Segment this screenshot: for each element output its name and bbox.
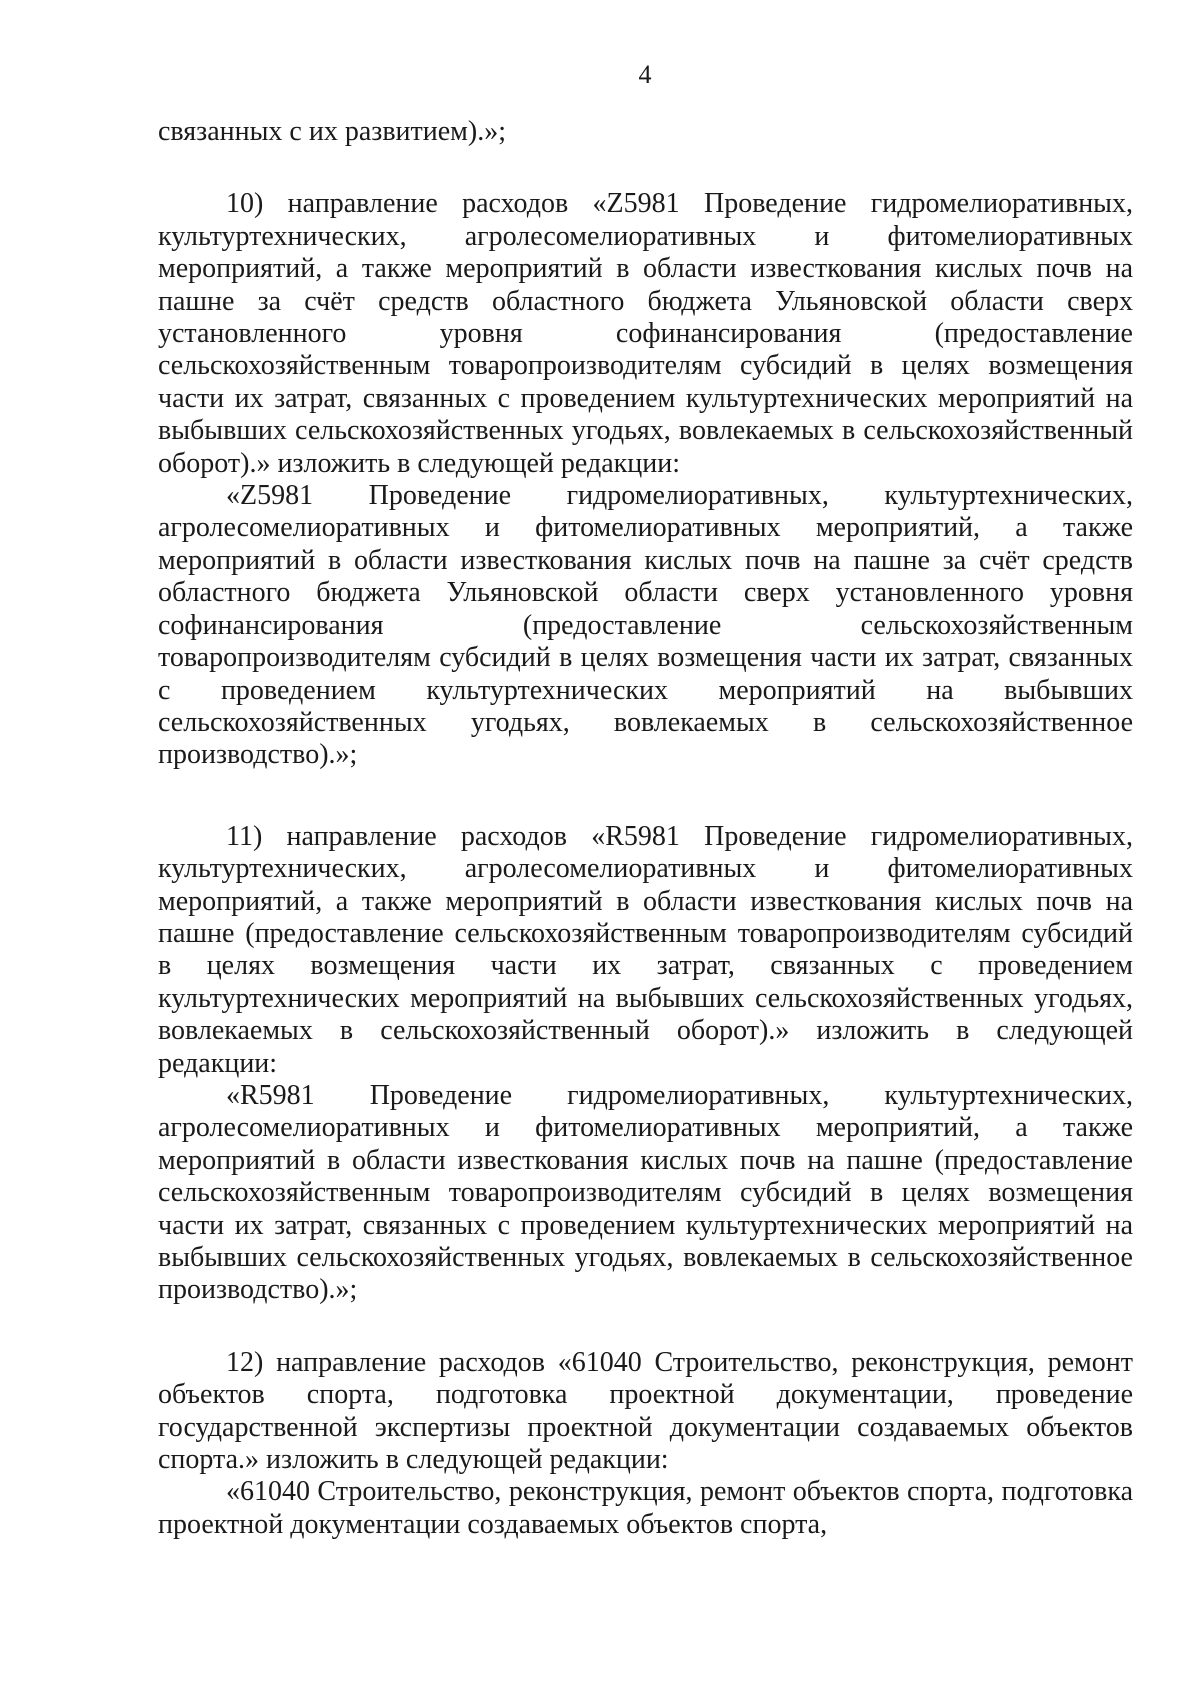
paragraph-item-10-new-text: «Z5981 Проведение гидромелиоративных, культуртехнических, агролесомелиоративных и фитомелиоративных мероприятий, а также мероприятий в области известкования кислых почв на пашне за счёт средств областного бюджета Ульяновской области сверх установленного уровня софинансирования (предоставление сельскохозяйственным товаропроизводителям субсидий в целях возмещения части их затрат, связанных с проведением культуртехнических мероприятий на выбывших сельскохозяйственных угодьях, вовлекаемых в сельскохозяйственное производство).»; bbox=[158, 480, 1133, 771]
paragraph-item-11-new-text: «R5981 Проведение гидромелиоративных, культуртехнических, агролесомелиоративных и фитомелиоративных мероприятий, а также мероприятий в области известкования кислых почв на пашне (предоставление сельскохозяйственным товаропроизводителям субсидий в целях возмещения части их затрат, связанных с проведением культуртехнических мероприятий на выбывших сельскохозяйственных угодьях, вовлекаемых в сельскохозяйственное производство).»; bbox=[158, 1079, 1133, 1306]
page-number: 4 bbox=[638, 60, 652, 89]
document-body bbox=[158, 116, 1133, 1541]
paragraph-item-12-new-text: «61040 Строительство, реконструкция, ремонт объектов спорта, подготовка проектной документации создаваемых объектов спорта, bbox=[158, 1476, 1133, 1540]
paragraph-continuation: связанных с их развитием).»; bbox=[158, 116, 507, 147]
paragraph-item-11: 11) направление расходов «R5981 Проведение гидромелиоративных, культуртехнических, агролесомелиоративных и фитомелиоративных мероприятий, а также мероприятий в области известкования кислых почв на пашне (предоставление сельскохозяйственным товаропроизводителям субсидий в целях возмещения части их затрат, связанных с проведением культуртехнических мероприятий на выбывших сельскохозяйственных угодьях, вовлекаемых в сельскохозяйственный оборот).» изложить в следующей редакции: bbox=[158, 820, 1133, 1079]
paragraph-item-10: 10) направление расходов «Z5981 Проведение гидромелиоративных, культуртехнических, агролесомелиоративных и фитомелиоративных мероприятий, а также мероприятий в области известкования кислых почв на пашне за счёт средств областного бюджета Ульяновской области сверх установленного уровня софинансирования (предоставление сельскохозяйственным товаропроизводителям субсидий в целях возмещения части их затрат, связанных с проведением культуртехнических мероприятий на выбывших сельскохозяйственных угодьях, вовлекаемых в сельскохозяйственный оборот).» изложить в следующей редакции: bbox=[158, 188, 1133, 479]
paragraph-item-12: 12) направление расходов «61040 Строительство, реконструкция, ремонт объектов спорта, подготовка проектной документации, проведение государственной экспертизы проектной документации создаваемых объектов спорта.» изложить в следующей редакции: bbox=[158, 1346, 1133, 1476]
